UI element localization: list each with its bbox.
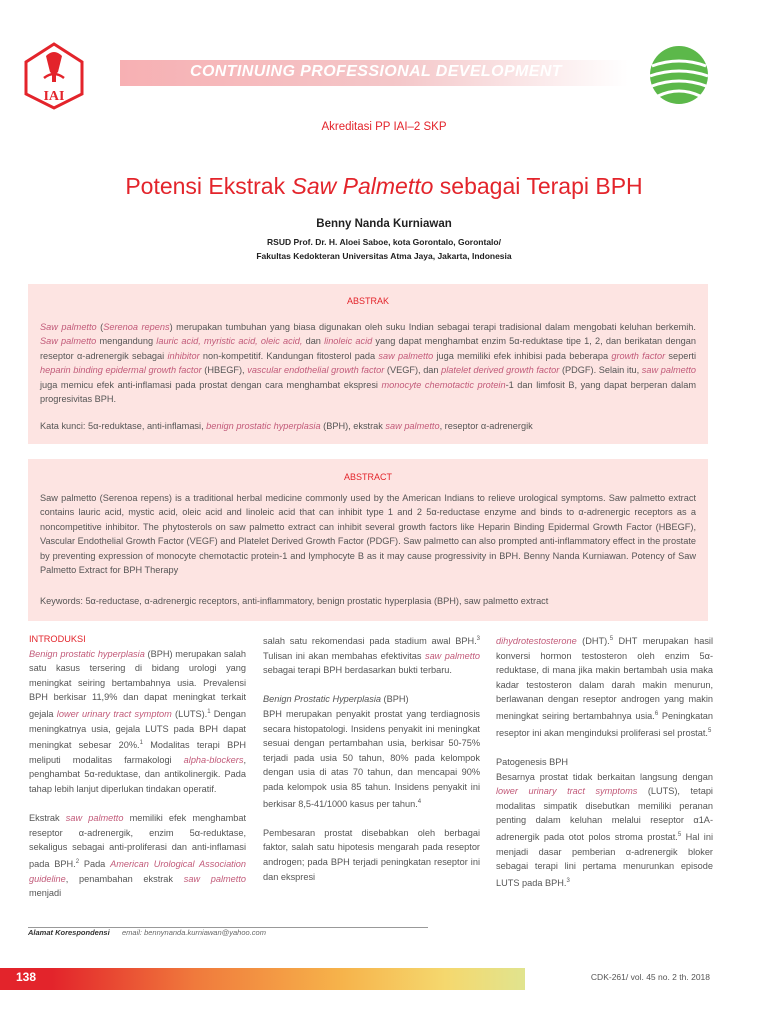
globe-icon — [648, 44, 710, 106]
section-heading-patogenesis: Patogenesis BPH — [496, 756, 569, 767]
author-name: Benny Nanda Kurniawan — [316, 218, 452, 230]
abstrak-heading: ABSTRAK — [346, 296, 389, 306]
section-heading-introduksi: INTRODUKSI — [29, 634, 86, 644]
title-part-2: sebagai Terapi BPH — [433, 173, 643, 199]
abstrak-body: Saw palmetto (Serenoa repens) merupakan tumbuhan yang biasa digunakan oleh suku Indian sebagai terapi tradisional dalam mengobati keluhan berkemih. Saw palmetto mengandung lauric acid, myristic acid, oleic acid, dan linoleic acid yang dapat menghambat enzim 5α-reduktase tipe 1, 2, dan berikatan dengan reseptor α-adrenergik sebagai inhibitor non-kompetitif. Kandungan fitosterol pada saw palmetto juga memiliki efek inhibisi pada beberapa growth factor seperti heparin binding epidermal growth factor (HBEGF), vascular endothelial growth factor (VEGF), dan platelet derived growth factor (PDGF). Selain itu, saw palmetto juga memicu efek anti-inflamasi pada prostat dengan cara menghambat ekspresi monocyte chemotactic protein-1 dan limfosit B, yang dapat berperan dalam progresivitas BPH. — [40, 322, 697, 405]
paragraph: salah satu rekomendasi pada stadium awal BPH.$^3$ Tulisan ini akan membahas efektivitas saw palmetto sebagai terapi BPH berdasarkan bukti terbaru. — [263, 636, 480, 676]
correspondence-email: email: bennynanda.kurniawan@yahoo.com — [122, 928, 266, 937]
abstract-heading: ABSTRACT — [343, 472, 392, 482]
iai-logo — [24, 42, 84, 110]
section-heading-bph: Benign Prostatic Hyperplasia (BPH) — [263, 694, 409, 705]
title-italic: Saw Palmetto — [291, 173, 434, 199]
paragraph: BPH merupakan penyakit prostat yang terdiagnosis secara histopatologi. Insidens penyakit ini meningkat sesuai dengan pertambahan usia, berkisar 50-75% terjadi pada usia 50 tahun, 80% pada kelompok dengan usia di atas 70 tahun, dan mencapai 90% pada kelompok usia 85 tahun. Insidens penyakit ini berkisar 8,5-41/1000 kasus per tahun.$^4$ — [263, 709, 480, 809]
body-column-3 — [496, 632, 713, 905]
paragraph: Besarnya prostat tidak berkaitan langsung dengan lower urinary tract symptoms (LUTS), tetapi modalitas simpatik disebutkan memiliki peranan penting dalam keluhan melalui reseptor α1A-adrenergik pada otot polos stroma prostat.$^5$ Hal ini menjadi dasar pemberian α-adrenergik bloker sebagai terapi lini pertama menurunkan episode LUTS pada BPH.$^3$ — [496, 771, 713, 888]
affiliation-line: RSUD Prof. Dr. H. Aloei Saboe, kota Gorontalo, Gorontalo/ — [267, 237, 501, 247]
title-part-1: Potensi Ekstrak — [125, 173, 292, 199]
abstrak-box — [28, 284, 708, 444]
accreditation-note: Akreditasi PP IAI–2 SKP — [321, 121, 447, 133]
cpd-banner-text: CONTINUING PROFESSIONAL DEVELOPMENT — [190, 63, 562, 80]
body-column-1 — [29, 632, 246, 915]
paragraph: Benign prostatic hyperplasia (BPH) merupakan salah satu kasus tersering di bidang urologi yang meningkat seiring bertambahnya usia. Prevalensi BPH berkisar 11,9% dan dapat meningkat terkait gejala lower urinary tract symptom (LUTS).$^1$ Dengan meningkatnya usia, gejala LUTS pada BPH dapat meningkat sebesar 20%.$^1$ Modalitas terapi BPH meliputi modalitas farmakologi alpha-blockers, penghambat 5α-reduktase, dan antikolinergik. Pada tahap lebih lanjut diperlukan tindakan operatif. — [29, 648, 246, 795]
article-title — [0, 173, 768, 200]
affiliation-line: Fakultas Kedokteran Universitas Atma Jaya, Jakarta, Indonesia — [256, 251, 512, 261]
correspondence-label: Alamat Korespondensi — [28, 928, 110, 937]
page-number: 138 — [15, 970, 37, 984]
logo-text: IAI — [43, 89, 65, 104]
abstract-body: Saw palmetto (Serenoa repens) is a traditional herbal medicine commonly used by the American Indians to relieve urological symptoms. Saw palmetto extract contains lauric acid, mystic acid, oleic acid and linoleic acid that can inhibit type 1 and 2 5α-reductase enzyme and binds to α-adrenergic receptors as a noncompetitive inhibitor. The phytosterols on saw palmetto extract can inhibit several growth factors like Heparin Binding Epidermal Growth Factor (HBEGF), Vascular Endothelial Growth Factor (VEGF) and Platelet Derived Growth Factor (PDGF). Saw palmetto can also prompted anti-inflammatory effect in the prostate by preventing expression of monocyte chemotactic protein-1 and lymphocyte B as it may cause progressivity in BPH. Benny Nanda Kurniawan. Potency of Saw Palmetto Extract for BPH Therapy — [40, 493, 696, 576]
abstrak-keywords: Kata kunci: 5α-reduktase, anti-inflamasi, benign prostatic hyperplasia (BPH), ekstrak saw palmetto, reseptor α-adrenergik — [40, 421, 533, 431]
paragraph: Ekstrak saw palmetto memiliki efek menghambat reseptor α-adrenergik, enzim 5α-reduktase, sekaligus sebagai anti-proliferasi dan anti-inflamasi pada BPH.$^2$ Pada American Urological Association guideline, penambahan ekstrak saw palmetto menjadi — [29, 813, 246, 899]
paragraph: dihydrotestosterone (DHT).$^5$ DHT merupakan hasil konversi hormon testosteron oleh enzim 5α-reduktase, di mana jika makin bertambah usia maka kadar testosteron dalam darah makin menurun, berlawanan dengan reseptor androgen yang makin meningkat seiring bertambahnya usia.$^6$ Peningkatan reseptor ini akan menginduksi proliferasi sel prostat.$^5$ — [496, 636, 714, 738]
abstract-box — [28, 459, 708, 621]
journal-reference: CDK-261/ vol. 45 no. 2 th. 2018 — [590, 972, 710, 982]
abstract-keywords: Keywords: 5α-reductase, α-adrenergic receptors, anti-inflammatory, benign prostatic hyperplasia (BPH), saw palmetto extract — [40, 596, 549, 606]
body-column-2 — [263, 632, 480, 899]
paragraph: Pembesaran prostat disebabkan oleh berbagai faktor, salah satu hipotesis mengarah pada reseptor androgen; pada BPH terjadi peningkatan reseptor ini dan ekspresi — [263, 827, 480, 882]
